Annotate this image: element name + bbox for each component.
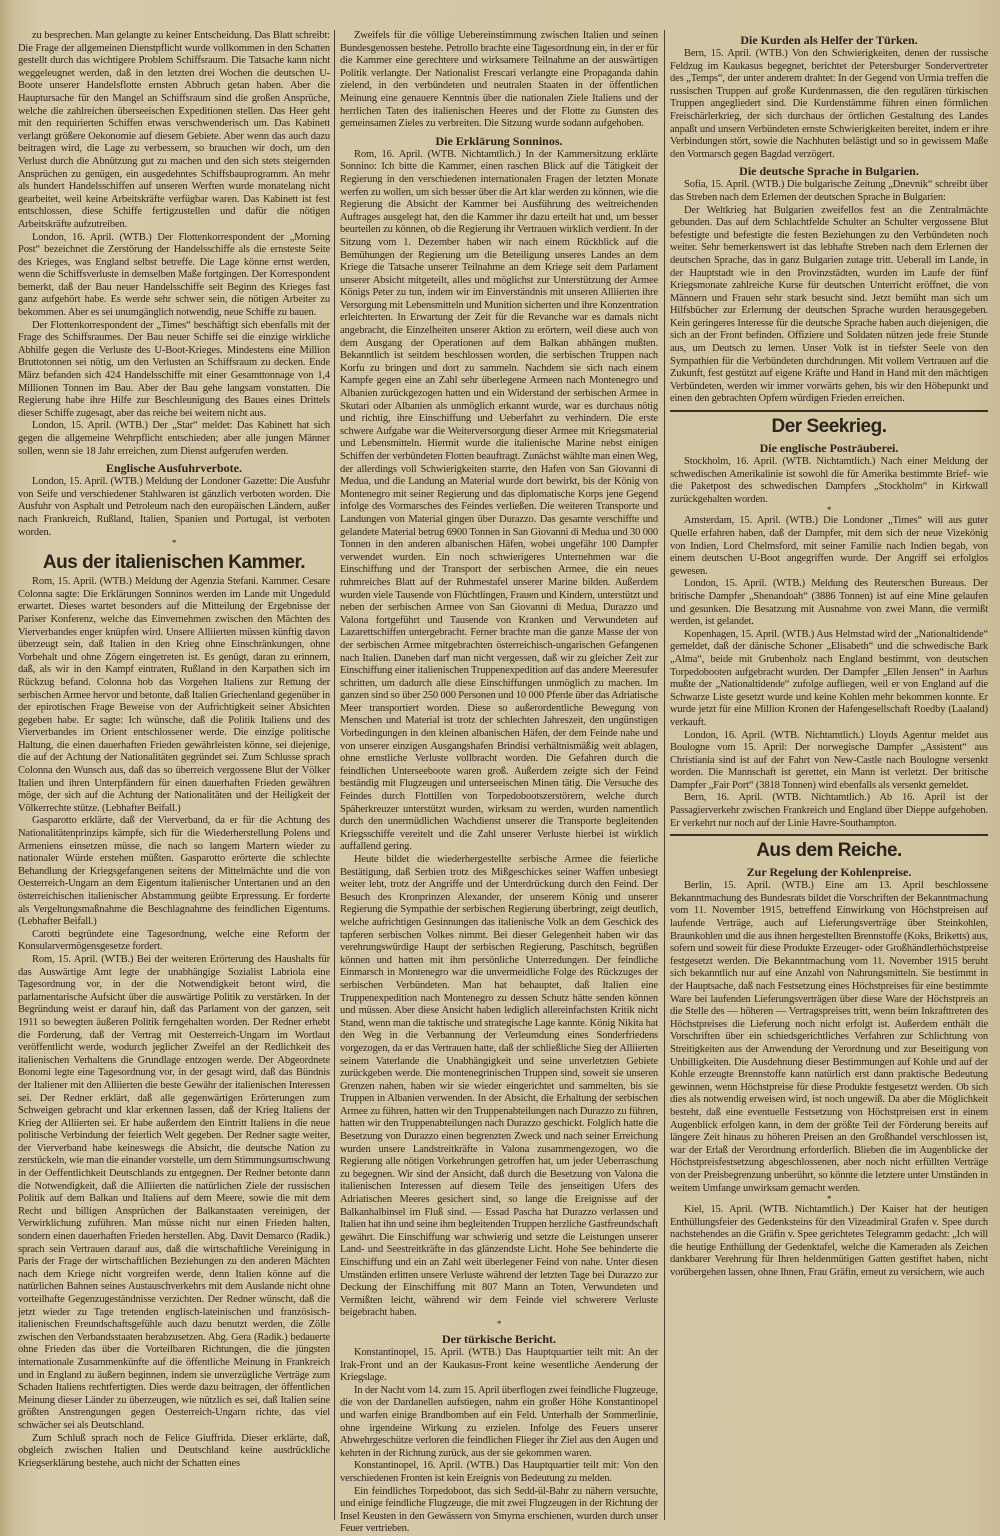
article-paragraph: Rom, 16. April. (WTB. Nichtamtlich.) In der Kammersitzung erklärte Sonnino: Ich bitte die Kammer, einen raschen Blick auf die Tätigkeit der Regierung in den verschiedenen internationalen Fragen der letzten Monate werfen zu wollen, um sich besser über die Art klar werden zu können, wie die Regierung die Absicht der Kammer bei Ausführung des weitreichenden Auftrages ausgelegt hat, den die Kammer ihr dazu erteilt hat und, um besser beurteilen zu können, ob die Regierung ihr Vertrauen wirklich verdient. In der Sitzung vom 1. Dezember haben wir nach einem Rückblick auf die Bemühungen der Regierung um die Beteiligung unseres Landes an dem Kriege die Tatsache unserer Teilnahme an dem Kriege seit dem Parlament unserer Absicht mitgeteilt, alles und möglichst zur Unterstützung der Armee Königs Peter zu tun, indem wir im Einverständnis mit unseren Alliierten ihre Versorgung mit Lebensmitteln und Munition sicherten und ihre Konzentration erleichterten. In Erwartung der Zeit für die Revanche war es damals nicht angebracht, die Einzelheiten unserer Aktion zu erörtern, weil diese auch von dem Ausgang der Operationen auf dem Balkan abhängen mußten. Bekanntlich ist seitdem beschlossen worden, die serbischen Truppen nach Korfu zu bringen und dort zu sammeln. Nachdem sie sich nach einem Kampfe gegen eine an Zahl sehr überlegene Armeen nach Montenegro und Albanien zurückgezogen hatten und ein Widerstand der serbischen Armee in Skutari oder Albanien als unmöglich erkannt wurde, war es durchaus nötig und richtig, ihre Einschiffung und Ueberfahrt zu verhindern. Die erste schwere Aufgabe war die Weiterversorgung dieser Armee mit Kriegsmaterial und Lebensmitteln. Hiermit wurde die italienische Marine nebst einigen Schiffen der verbündeten Flotten beauftragt. Zunächst wählte man einen Weg, der allerdings voll Schwierigkeiten starrte, den Hafen von San Giovanni di Medua, und die Landung an Material wurde dort bewirkt, bis der König von Montenegro mit seiner Regierung und das diplomatische Korps jene Gegend infolge des Vormarsches des Feindes verließen. Die weiteren Transporte und Landungen von Material gingen über Durazzo. Das gesamte verschiffte und gelandete Material betrug 6900 Tonnen in San Giovanni di Medua und 30 000 Tonnen in den anderen albanischen Häfen, wobei ungefähr 100 Dampfer verwendet wurden. Ein noch schwierigeres Unternehmen war die Einschiffung und der Transport der serbischen Armee, die ein neues ruhmreiches Blatt auf der Ruhmestafel unserer Marine bilden. Außerdem wurden viele Tausende von Flüchtlingen, Frauen und Kindern, unterstützt und neben der serbischen Armee von San Giovanni di Medua, Durazzo und Valona fortgeführt und Tausende von Kranken und Verwundeten auf Lazarettschiffen untergebracht. Ferner brachte man die ganze Masse der von der serbischen Armee mitgebrachten österreichisch-ungarischen Gefangenen nach Italien. Daneben darf man nicht vergessen, daß wir zu gleicher Zeit zur Einschiffung einer italienischen Truppenexpedition auf das andere Meeresufer schritten, um dadurch alle diese Einschiffungen unmöglich zu machen. Im ganzen sind so über 250 000 Personen und 10 000 Pferde über das Adriatische Meer transportiert worden. Diese so außerordentliche Bewegung von Menschen und Material ist trotz der schlechten Jahreszeit, den ungünstigen Vorbedingungen in den kleinen albanischen Häfen, der dem Feinde nahe und von unserer einzigen Ausgangshafen Brindisi verhältnismäßig weit ablagen, ohne ernstliche Verluste vollbracht worden. Die Gefahren durch die feindlichen Unterseeboote waren groß. Außerdem zeigte sich der Feind beständig mit Flugzeugen und unterseeischen Minen tätig. Die Versuche des Feindes durch Flottillen von Torpedobootszerstörern, welche durch Späherkreuzer unterstützt wurden, wirksam zu werden, wurden namentlich durch den unermüdlichen Wachdienst unserer die Transporte begleitenden Kriegsschiffe vereitelt und die Zahl unserer Verluste hierbei ist wirklich auffallend gering. [340, 148, 658, 853]
article-headline: Die englische Posträuberei. [759, 441, 899, 456]
section-headline: Der Seekrieg. [771, 416, 887, 438]
article-paragraph: Gasparotto erklärte, daß der Vierverband, da er für die Achtung des Nationalitätenprinzips kämpfe, sich für die Wiederherstellung Polens und Armeniens einsetzen müsse, die nach so langem Martern wieder zu nationaler Würde erstehen müßten. Gasparotto erörterte die schlechte Behandlung der Kriegsgefangenen seitens der Mittelmächte und die von Oesterreich-Ungarn an dem Eigentum italienischer Untertanen und an den österreichischen italienischer Abstammung geübte Erpressung. Er forderte als Vergeltungsmaßnahme die Beschlagnahme des feindlichen Eigentums. (Lebhafter Beifall.) [18, 815, 330, 928]
article-paragraph: London, 15. April. (WTB.) Meldung des Reuterschen Bureaus. Der britische Dampfer „Shenandoah“ (3886 Tonnen) ist auf eine Mine gelaufen und gesunken. Die Besatzung mit Ausnahme von zwei Mann, die vermißt werden, ist gelandet. [670, 578, 988, 628]
article-paragraph: London, 16. April. (WTB.) Der Flottenkorrespondent der „Morning Post“ bezeichnet die Zerstörung der Handelsschiffe als die ernsteste Seite des Krieges, was England selbst betreffe. Die Lage könne ernst werden, wenn die Schiffsverluste in demselben Maße fortgingen. Der Korrespondent bemerkt, daß der Bau neuer Handelsschiffe seit Beginn des Krieges fast ganz aufgehört habe. Es werde sehr schwer sein, die nötigen Arbeiter zu bekommen. Aber es sei unumgänglich notwendig, neue Schiffe zu bauen. [18, 231, 330, 319]
article-paragraph: Konstantinopel, 15. April. (WTB.) Das Hauptquartier teilt mit: An der Irak-Front und an der Kaukasus-Front keine wesentliche Aenderung der Kriegslage. [340, 1346, 658, 1384]
article-paragraph: London, 15. April. (WTB.) Meldung der Londoner Gazette: Die Ausfuhr von Seife und verschiedener Stahlwaren ist gänzlich verboten worden. Die Ausfuhr von Asphalt und Petroleum nach den europäischen Ländern, außer nach Frankreich, Rußland, Italien, Spanien und Portugal, ist verboten worden. [18, 476, 330, 538]
article-paragraph: Kiel, 15. April. (WTB. Nichtamtlich.) Der Kaiser hat der heutigen Enthüllungsfeier des Gedenksteins für den Vizeadmiral Grafen v. Spee durch nachstehendes an die Gräfin v. Spee gerichtetes Telegramm gedacht: „Ich will die heutige Enthüllung der Gedenktafel, welche die Kameraden als Zeichen dankbarer Verehrung für Ihren heldenmütigen Gatten gestiftet haben, nicht vorübergehen lassen, ohne Ihnen, Frau Gräfin, erneut zu versichern, wie auch [670, 1204, 988, 1279]
column-rule [334, 30, 335, 1520]
article-paragraph: Ein feindliches Torpedoboot, das sich Sedd-ül-Bahr zu nähern versuchte, und einige feindliche Flugzeuge, die mit zwei Flugzeugen in der Richtung der Insel Keusten in den Gewässern von Smyrna erschienen, wurden durch unser Feuer vertrieben. [340, 1485, 658, 1535]
divider [670, 834, 988, 836]
separator-asterisk: * [171, 538, 177, 549]
article-headline: Der türkische Bericht. [441, 1331, 557, 1346]
article-paragraph: Der Weltkrieg hat Bulgarien zweifellos fest an die Zentralmächte gebunden. Das auf dem Schlachtfelde Schulter an Schulter vergossene Blut befestigte und befestigte die festen Beziehungen zu den Verbündeten noch weiter. Sehr bemerkenswert ist das lebhafte Streben nach dem Erlernen der deutschen Sprache, das in ganz Bulgarien zutage tritt. Ueberall im Lande, in der Hauptstadt wie in den Provinzstädten, wurden im Laufe der fünf Kriegsmonate zahlreiche Kurse für deutschen Unterricht eröffnet, die von Männern und Frauen sehr stark besucht sind. Jetzt bemüht man sich um Hilfsbücher zur Erlernung der deutschen Sprache wurden herausgegeben. Kein geringeres Interesse für die deutsche Sprache haben auch diejenigen, die sich an der Front befinden. Offiziere und Soldaten nützen jede freie Stunde aus, um Deutsch zu lernen. Unser Volk ist in tiefster Seele von den Sympathien für die Verbündeten durchdrungen. Mit vollem Vertrauen auf die Zukunft, fest gestützt auf eigene Kräfte und Hand in Hand mit den mächtigen Verbündeten, werden wir immer vorwärts gehen, bis wir den Höhepunkt und einen den gebrachten Opfern würdigen Frieden erreichen. [670, 204, 988, 405]
article-paragraph: Berlin, 15. April. (WTB.) Eine am 13. April beschlossene Bekanntmachung des Bundesrats bildet die Vorschriften der Bekanntmachung vom 11. November 1915, betreffend Einwirkung von Höchstpreisen auf laufende Verträge, auch auf Lieferungsverträge über Steinkohlen, Braunkohlen und die aus ihnen hergestellten Brennstoffe (Koks, Briketts) aus, sofern und soweit für diese Produkte Erzeuger- oder Großhändlerhöchstpreise festgesetzt werden. Die Bekanntmachung vom 11. November 1915 beruht sich bekanntlich nur auf eine Anzahl von Nahrungsmitteln. Sie bestimmt in der Hauptsache, daß nach Festsetzung eines Höchstpreises für eine bestimmte Ware bei laufenden Lieferungsverträgen über diese Ware der Höchstpreis an die Stelle des — höheren — Vertragspreises tritt, wenn beim Inkrafttreten des Höchstpreises die Lieferung noch nicht erfolgt ist. Außerdem enthält die Vorschriften über ein schiedsgerichtliches Verfahren zur Schlichtung von Streitigkeiten aus der Anwendung der Verordnung und zur Beseitigung von Unbilligkeiten. Die Ausdehnung dieser Bestimmungen auf Kohle und auf der Kohle erzeugte Brennstoffe kann natürlich erst dann praktische Bedeutung gewinnen, wenn Höchstpreise für diese Produkte festgesetzt werden. Ob sich dies als notwendig erweisen wird, ist noch ungewiß. Da aber die Möglichkeit besteht, daß eine eventuelle Festsetzung von Höchstpreisen erst in einem Augenblick erfolgen kann, in dem der größte Teil der Förderung bereits auf längere Zeit hinaus zu höheren Preisen an den Großhandel verschlossen ist, war der Erlaß der Verordnung erforderlich. Blieben die im Augenblicke der Höchstpreisfestsetzung abgeschlossenen, aber noch nicht erfüllten Verträge von der Preisbegrenzung unberührt, so könnte die letztere unter Umständen in weitem Umfange unwirksam gemacht werden. [670, 880, 988, 1194]
article-paragraph: Rom, 15. April. (WTB.) Bei der weiteren Erörterung des Haushalts für das Auswärtige Amt legte der unabhängige Sozialist Labriola eine Tagesordnung vor, in der die Notwendigkeit betont wird, die parlamentarische Aufsicht über die auswärtige Politik zu verstärken. In der Begründung weist er darauf hin, daß das Parlament von der ganzen, seit 1911 so bewegten äußeren Politik ferngehalten worden. Der Redner erhebt die Forderung, daß der Vertrag mit Oesterreich-Ungarn im Wortlaut veröffentlicht werde, wodurch jeglicher Zweifel an der Redlichkeit des italienischen Verhaltens die Grundlage entzogen werde. Der Abgeordnete Bonomi legte eine Tagesordnung vor, in der gesagt wird, daß das Bündnis der Italiener mit den Alliierten die beste Gewähr der italienischen Interessen sei. Der Redner erklärt, daß alle gegenwärtigen Erörterungen zum Schweigen gebracht und klar erkennen lassen, daß der Krieg Italiens der Krieg der Alliierten sei. Er habe außerdem den Eintritt Italiens in die neue politische Verbindung der feierlich Welt gegeben. Der Redner sagte weiter, der Vierverband habe keineswegs die Absicht, die deutsche Nation zu zerstückeln, wie man die einander vorstelle, um dem Stimmungsumschwung in der Oeffentlichkeit Deutschlands zu entgegnen. Der Redner betonte dann die Notwendigkeit, daß die Alliierten die natürlichen Ziele der russischen Politik auf dem Balkan und Italiens auf dem Meere, sowie die mit dem Recht und billigen Ansprüchen der Balkanstaaten vereinigen, der Verwirklichung zuführen. Man müsse nicht nur einen Frieden halten, sondern einen dauerhaften Frieden herstellen. Abg. Davit Demarco (Radik.) sprach sein Vertrauen darauf aus, daß die wirtschaftliche Vereinigung in Paris der Frage der wirtschaftlichen Beziehungen zu den anderen Mächten nach dem Kriege nicht vorgreifen werde, denn Italien könne auf die natürlichen Bahnen seines Austauschverkehrs mit dem Auslande nicht ohne vorteilhafte Gegenzugeständnisse verzichten. Der Redner wünscht, daß die jetzt wieder zu Tage tretenden englisch-lateinischen und französisch-italienischen Freundschaftsgefühle auch dazu benutzt werden, die Zölle zwischen den Verbandsstaaten herabzusetzen. Abg. Gera (Radik.) bedauerte ohne Frieden das über die Vorteilbaren Richtungen, die die jüngsten internationale Zusammenkünfte auf die öffentliche Meinung in Frankreich und in England zu äußern beginnen, indem sie unverzügliche Verträge zum Schaden Italiens rechtfertigten. Dies werde dazu beitragen, der öffentlichen Meinung dieser Länder zu überzeugen, wie nützlich es sei, daß Italien seine größten Anstrengungen gegen Oesterreich-Ungarn richte, das viel schwächer sei als Deutschland. [18, 953, 331, 1431]
column-1 [18, 30, 330, 1470]
article-paragraph: Stockholm, 16. April. (WTB. Nichtamtlich.) Nach einer Meldung der schwedischen Amerikalinie ist sowohl die für Amerika bestimmte Brief- wie die Paketpost des schwedischen Dampfers „Stockholm“ in Kirkwall zurückgehalten worden. [670, 456, 988, 505]
article-paragraph: Kopenhagen, 15. April. (WTB.) Aus Helmstad wird der „Nationaltidende“ gemeldet, daß der dänische Schoner „Elisabeth“ und die schwedische Bark „Alma“, beide mit Grubenholz nach England bestimmt, von deutschen Torpedobooten aufgebracht wurden. Der Dampfer „Ellen Jensen“ in Aarhus mußte der „Nationaltidende“ zufolge aufliegen, weil er von England auf die Schwarze Liste gesetzt wurde und keine Kohlen mehr bekommen konnte. Er wurde jetzt für eine Million Kronen der Hafengesellschaft Roedby (Laaland) verkauft. [670, 628, 988, 728]
article-headline: Die deutsche Sprache in Bulgarien. [739, 164, 919, 179]
column-rule [664, 30, 665, 1520]
column-3 [670, 30, 988, 1280]
article-paragraph: Konstantinopel, 16. April. (WTB.) Das Hauptquartier teilt mit: Von den verschiedenen Fronten ist kein Ereignis von Bedeutung zu melden. [340, 1460, 658, 1484]
separator-asterisk: * [496, 1318, 502, 1329]
article-paragraph: London, 15. April. (WTB.) Der „Star“ meldet: Das Kabinett hat sich gegen die allgemeine Wehrpflicht entschieden; aber alle jungen Männer sollen, wenn sie 18 Jahr erreichen, zum Dienst aufgerufen werden. [18, 420, 330, 457]
article-paragraph: Zweifels für die völlige Uebereinstimmung zwischen Italien und seinen Bundesgenossen bestehe. Petrollo brachte eine Tagesordnung ein, in der er für die Kammer eine gerechtere und wirksamere Teilnahme an der auswärtigen Politik verlangte. Der Nationalist Frescari verlangte eine Propaganda dahin zielend, in den verbündeten und neutralen Staaten in der öffentlichen Meinung eine genauere Kenntnis über die nationalen Ziele Italiens und der herrlichen Taten des italienischen Heeres und der Flotte zu Gunsten des gemeinsamen Zieles zu verbreiten. Die Sitzung wurde sodann aufgehoben. [340, 30, 658, 130]
article-headline: Die Kurden als Helfer der Türken. [740, 33, 918, 47]
separator-asterisk: * [826, 505, 832, 516]
section-headline: Aus der italienischen Kammer. [42, 552, 306, 574]
article-paragraph: Heute bildet die wiederhergestellte serbische Armee die feierliche Bestätigung, daß Serbien trotz des Mißgeschickes seiner Waffen unbesiegt weiter lebt, trotz der Angriffe und der Unterdrückung durch den Feind. Der Besuch des Kronprinzen Alexander, der unserem König und unserer Regierung die Sympathie der serbischen Regierung überbringt, zeigt deutlich, welche aufrichtigen Gesinnungen das italienische Volk an dem Geschick des tapferen serbischen Volkes nimmt. Bei dieser Gelegenheit haben wir das verehrungswürdige Haupt der serbischen Regierung, Paschitsch, begrüßen können und hatten mit ihm persönliche Unterredungen. Der feindliche Einmarsch in Montenegro war die unvermeidliche Folge des Rückzuges der serbischen Verbündeten. Man hat behauptet, daß Italien eine Truppenexpedition nach Montenegro zu dessen Schutz hätte senden können und müssen. Aber diese Ansicht haben lediglich allereinfachsten Kritik nicht Stand, wenn man die taktische und strategische Lage kannte. König Nikita hat den Weg in die Verbannung der Verleumdung eines Sonderfriedens vorgezogen, da er das Vertrauen hatte, daß der schließliche Sieg der Alliierten seinem Vaterlande die Unabhängigkeit und seine unverletzten Gebiete zurückgeben werde. Die montenegrinischen Truppen sind, soweit sie unseren Grenzen nahen, haben wir sie wieder eingerichtet und sammelten, bis sie Truppen in Albanien verwenden. In der Absicht, die Erhaltung der serbischen Armee zu führen, hatten wir den Truppenabteilungen nach Durazzo zu führen, hatten wir den Truppenabteilungen nach Durazzo geschickt. Folglich hatte die Besetzung von Durazzo einen begrenzten Zweck und nach seiner Erreichung wurden unsere Landstreitkräfte in Valona zusammengezogen, wo die Regierung alle nötigen Vorkehrungen getroffen hat, um jeder Ueberraschung zu begegnen. Wir sind der Ansicht, daß durch die Besetzung von Valona die italienischen Interessen auf diesem Teile des jenseitigen Ufers des Adriatischen Meeres gesichert sind, so lange die Ereignisse auf der Balkanhalbinsel im Fluß sind. — Essad Pascha hat Durazzo verlassen und Italien hat ihn und seine ihm begleitenden Truppen herzliche Gastfreundschaft gewährt. Die Einschiffung war schwierig und setzte die Leistungen unserer Land- und Seestreitkräfte in das glänzendste Licht. Hohe See behinderte die Einschiffung und ein an Zahl weit überlegener Feind von nahe. Unter diesen Umständen erlitten unsere Verluste während der letzten Tage bei Durazzo zur Deckung der Einschiffung mit 807 Mann an Toten, Verwundeten und Vermißten leicht, während wir dem Feinde viel schwerere Verluste beigebracht haben. [340, 854, 658, 1319]
article-headline: Zur Regelung der Kohlenpreise. [746, 865, 912, 880]
separator-asterisk: * [826, 1194, 832, 1205]
column-2 [340, 30, 658, 1536]
article-headline: Englische Ausfuhrverbote. [105, 461, 242, 476]
article-paragraph: Carotti begründete eine Tagesordnung, welche eine Reform der Konsularvermögensgesetze fordert. [18, 928, 330, 953]
section-headline: Aus dem Reiche. [756, 840, 902, 862]
divider [670, 410, 988, 412]
article-paragraph: Bern, 16. April. (WTB. Nichtamtlich.) Ab 16. April ist der Passagierverkehr zwischen Frankreich und England über Dieppe aufgehoben. Er verkehrt nur noch auf der Linie Havre-Southampton. [670, 792, 988, 829]
article-paragraph: zu besprechen. Man gelangte zu keiner Entscheidung. Das Blatt schreibt: Die Frage der allgemeinen Dienstpflicht wurde vollkommen in den Schatten gestellt durch das wichtigere Problem Schiffsraum. Die Tatsache kann nicht weggeleugnet werden, daß in den letzten drei Wochen die deutschen U-Boote unserer Handelsflotte ernsten Abbruch getan haben. Aber die Hauptursache für den Mangel an Schiffsraum sind die großen Ansprüche, welche die zahlreichen überseeischen Expeditionen stellen. Das Heer geht mit den requirierten Schiffen etwas verschwenderisch um. Das Kabinett verlangt größere Oekonomie auf diesem Gebiete. Aber wenn das auch dazu beitragen wird, die Lage zu verbessern, so brauchen wir doch, um den Verlust durch die Abnützung gut zu machen und den sich stets steigernden Ansprüchen zu genügen, ein ausgedehntes Schiffsbauprogramm. An mehr als hundert Handelsschiffen auf unseren Werften wurde monatelang nicht gearbeitet, weil keine Arbeitskräfte verfügbar waren. Das Kabinett ist fest entschlossen, diese Schiffe fertigzustellen und dafür die nötigen Arbeitskräfte aufzutreiben. [18, 30, 330, 230]
article-paragraph: Bern, 15. April. (WTB.) Von den Schwierigkeiten, denen der russische Feldzug im Kaukasus begegnet, berichtet der Petersburger Sondervertreter des „Temps“, der unter anderem drahtet: In der Gegend von Urmia treffen die russischen Truppen auf große Kurdenmassen, die den regulären türkischen Truppen angegliedert sind. Die Kurdenstämme führen einen förmlichen Freischärlerkrieg, der sich durchaus der örtlichen Gestaltung des Landes anpaßt und unsern Verbündeten ernste Schwierigkeiten bereitet, indem er ihre Verbindungen stört, sowie die Nachhuten belästigt und so in gewissem Maße den Vormarsch gegen Bagdad verzögert. [670, 48, 988, 160]
article-headline: Die Erklärung Sonninos. [435, 133, 563, 148]
article-paragraph: London, 16. April. (WTB. Nichtamtlich.) Lloyds Agentur meldet aus Boulogne vom 15. April: Der norwegische Dampfer „Assistent“ aus Christiania sind ist auf der Fahrt von New-Castle nach Boulogne versenkt worden. Die Mannschaft ist gerettet, ein Mann ist verletzt. Der britische Dampfer „Fair Port“ (3818 Tonnen) wird ebenfalls als versenkt gemeldet. [670, 729, 988, 791]
article-paragraph: Der Flottenkorrespondent der „Times“ beschäftigt sich ebenfalls mit der Frage des Schiffsraumes. Der Bau neuer Schiffe sei die einzige wirkliche Abhilfe gegen die Verluste des U-Boot-Krieges. Mindestens eine Million Bruttotonnen sei nötig, um den Verlusten an Schiffsraum zu decken. Ende März befanden sich 424 Handelsschiffe mit einer Gesamttonnage von 1,4 Millionen Tonnen im Bau. Aber der Bau gehe langsam vonstatten. Die Regierung habe ihre Hilfe zur Beschleunigung des Baues eines Drittels dieser Schiffe zugesagt, aber das reiche bei weitem nicht aus. [18, 319, 330, 419]
article-paragraph: Amsterdam, 15. April. (WTB.) Die Londoner „Times“ will aus guter Quelle erfahren haben, daß der Dampfer, mit dem sich der neue Vizekönig von Indien, Lord Chelmsford, mit seiner Familie nach Indien begab, von einem deutschen U-Boot angegriffen wurde. Der Angriff sei erfolglos gewesen. [670, 515, 988, 577]
article-paragraph: Rom, 15. April. (WTB.) Meldung der Agenzia Stefani. Kammer. Cesare Colonna sagte: Die Erklärungen Sonninos werden im Lande mit Ungeduld erwartet. Dieses wartet besonders auf die Mitteilung der Ergebnisse der Pariser Konferenz, welche das Einvernehmen zwischen den Mächten des Vierverbandes enger knüpfen wird. Unsere Alliierten müssen künftig davon überzeugt sein, daß Italien in den Krieg ohne Einschränkungen, ohne Vorbehalt und ohne Zögern eingetreten ist. Es genügt, daran zu erinnern, daß, als wir in den Kampf eintraten, Rußland in den Karpathen sich im Rückzug befand. Colonna hob das Vorgehen Italiens zur Rettung der serbischen Armee hervor und betonte, daß Italien Griechenland gegenüber in der epirotischen Frage Beweise von der Aufrichtigkeit seiner Absichten gegeben habe. Er sagte: Ich wünsche, daß die Politik Italiens und des Vierverbandes im Orient entschlossener werde. Die einzige politische Haltung, die einen dauerhaften Frieden gewährleisten könne, sei diejenige, die auf der Achtung der Nationalitäten gegründet sei. Zum Schlusse sprach Colonna den Wunsch aus, daß das so überreich vergossene Blut der Völker Italien und ihren Unterpfändern für einen dauerhaften Frieden gewähren möge, der sich auf die Achtung der Nationalitäten und der Heiligkeit der Völkerrechte stütze. (Lebhafter Beifall.) [18, 576, 330, 814]
article-paragraph: In der Nacht vom 14. zum 15. April überflogen zwei feindliche Flugzeuge, die von der Dardanellen aufstiegen, nahm ein großer Höhe Konstantinopel und warfen einige Brandbomben auf ein Feld. Unterhalb der Sommerlinie, ohne irgendeine Wirkung zu erzielen. Infolge des Feuers unserer Abwehrgeschütze verloren die feindlichen Flieger ihr Ziel aus den Augen und kehrten in der Richtung zurück, aus der sie gekommen waren. [340, 1384, 658, 1459]
article-paragraph: Sofia, 15. April. (WTB.) Die bulgarische Zeitung „Dnevnik“ schreibt über das Streben nach dem Erlernen der deutschen Sprache in Bulgarien: [670, 179, 988, 203]
article-paragraph: Zum Schluß sprach noch de Felice Giuffrida. Dieser erklärte, daß, obgleich zwischen Italien und Deutschland keine ausdrückliche Kriegserklärung bestehe, auch nicht der Schatten eines [18, 1432, 330, 1469]
